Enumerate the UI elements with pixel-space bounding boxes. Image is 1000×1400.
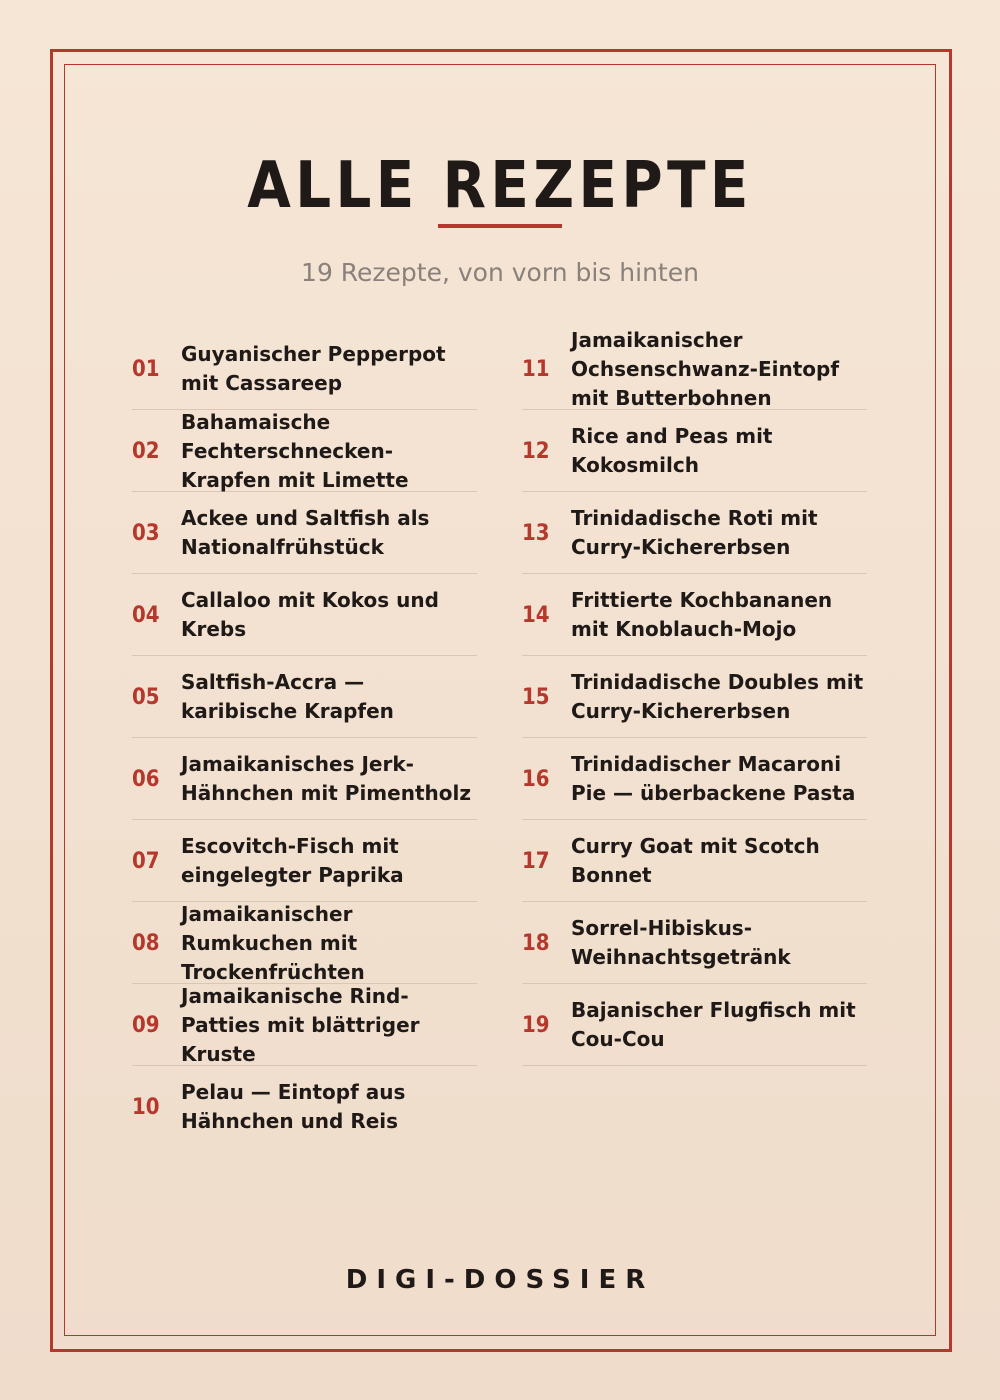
recipe-list-left: [132, 328, 477, 1148]
recipe-number: 12: [522, 438, 550, 464]
recipe-name: Curry Goat mit Scotch Bonnet: [571, 834, 820, 887]
recipe-entry: [522, 574, 867, 656]
recipe-number: 04: [132, 602, 160, 628]
recipe-entry: [522, 984, 867, 1066]
recipe-name: Guyanischer Pepperpot mit Cassareep: [181, 342, 446, 395]
recipe-name: Trinidadischer Macaroni Pie — überbackene Pasta: [571, 752, 856, 805]
recipe-number: 18: [522, 930, 550, 956]
recipe-number: 03: [132, 520, 160, 546]
recipe-name: Pelau — Eintopf aus Hähnchen und Reis: [181, 1080, 406, 1133]
recipe-number: 16: [522, 766, 550, 792]
recipe-name: Jamaikanischer Ochsenschwanz-Eintopf mit Butterbohnen: [571, 327, 840, 410]
recipe-name: Frittierte Kochbananen mit Knoblauch-Mojo: [571, 588, 833, 641]
recipe-entry: [132, 574, 477, 656]
recipe-number: 01: [132, 356, 160, 382]
recipe-name: Ackee und Saltfish als Nationalfrühstück: [181, 506, 430, 559]
recipe-entry: [522, 410, 867, 492]
recipe-number: 19: [522, 1012, 550, 1038]
recipe-name: Bahamaische Fechterschnecken-Krapfen mit Limette: [181, 409, 409, 492]
recipe-number: 14: [522, 602, 550, 628]
footer-brand: DIGI-DOSSIER: [345, 1265, 655, 1295]
recipe-name: Trinidadische Doubles mit Curry-Kichererbsen: [571, 670, 864, 723]
recipe-entry: [132, 902, 477, 984]
recipe-entry: [132, 820, 477, 902]
recipe-name: Sorrel-Hibiskus-Weihnachtsgetränk: [571, 916, 791, 969]
recipe-number: 07: [132, 848, 160, 874]
recipe-number: 15: [522, 684, 550, 710]
recipe-entry: [522, 656, 867, 738]
recipe-entry: [132, 410, 477, 492]
recipe-entry: [522, 738, 867, 820]
page-title: ALLE REZEPTE: [247, 149, 753, 223]
recipe-name: Rice and Peas mit Kokosmilch: [571, 424, 773, 477]
recipe-entry: [132, 656, 477, 738]
recipe-number: 13: [522, 520, 550, 546]
recipe-number: 02: [132, 438, 160, 464]
recipe-entry: [132, 738, 477, 820]
recipe-entry: [522, 902, 867, 984]
recipe-list-right: [522, 328, 867, 1066]
recipe-name: Jamaikanisches Jerk-Hähnchen mit Pimentholz: [181, 752, 471, 805]
recipe-entry: [132, 328, 477, 410]
recipe-name: Jamaikanischer Rumkuchen mit Trockenfrüchten: [181, 901, 365, 984]
recipe-entry: [132, 984, 477, 1066]
page-subtitle: 19 Rezepte, von vorn bis hinten: [301, 258, 699, 287]
recipe-number: 11: [522, 356, 550, 382]
title-underline: [438, 224, 562, 228]
recipe-name: Jamaikanische Rind-Patties mit blättriger Kruste: [181, 983, 420, 1066]
recipe-entry: [522, 820, 867, 902]
recipe-number: 05: [132, 684, 160, 710]
recipe-number: 17: [522, 848, 550, 874]
recipe-name: Bajanischer Flugfisch mit Cou-Cou: [571, 998, 856, 1051]
recipe-number: 09: [132, 1012, 160, 1038]
recipe-name: Callaloo mit Kokos und Krebs: [181, 588, 439, 641]
recipe-name: Trinidadische Roti mit Curry-Kichererbsen: [571, 506, 818, 559]
recipe-number: 06: [132, 766, 160, 792]
recipe-name: Escovitch-Fisch mit eingelegter Paprika: [181, 834, 404, 887]
recipe-entry: [522, 492, 867, 574]
recipe-number: 10: [132, 1094, 160, 1120]
recipe-name: Saltfish-Accra — karibische Krapfen: [181, 670, 394, 723]
recipe-entry: [522, 328, 867, 410]
recipe-entry: [132, 492, 477, 574]
recipe-number: 08: [132, 930, 160, 956]
recipe-entry: [132, 1066, 477, 1148]
